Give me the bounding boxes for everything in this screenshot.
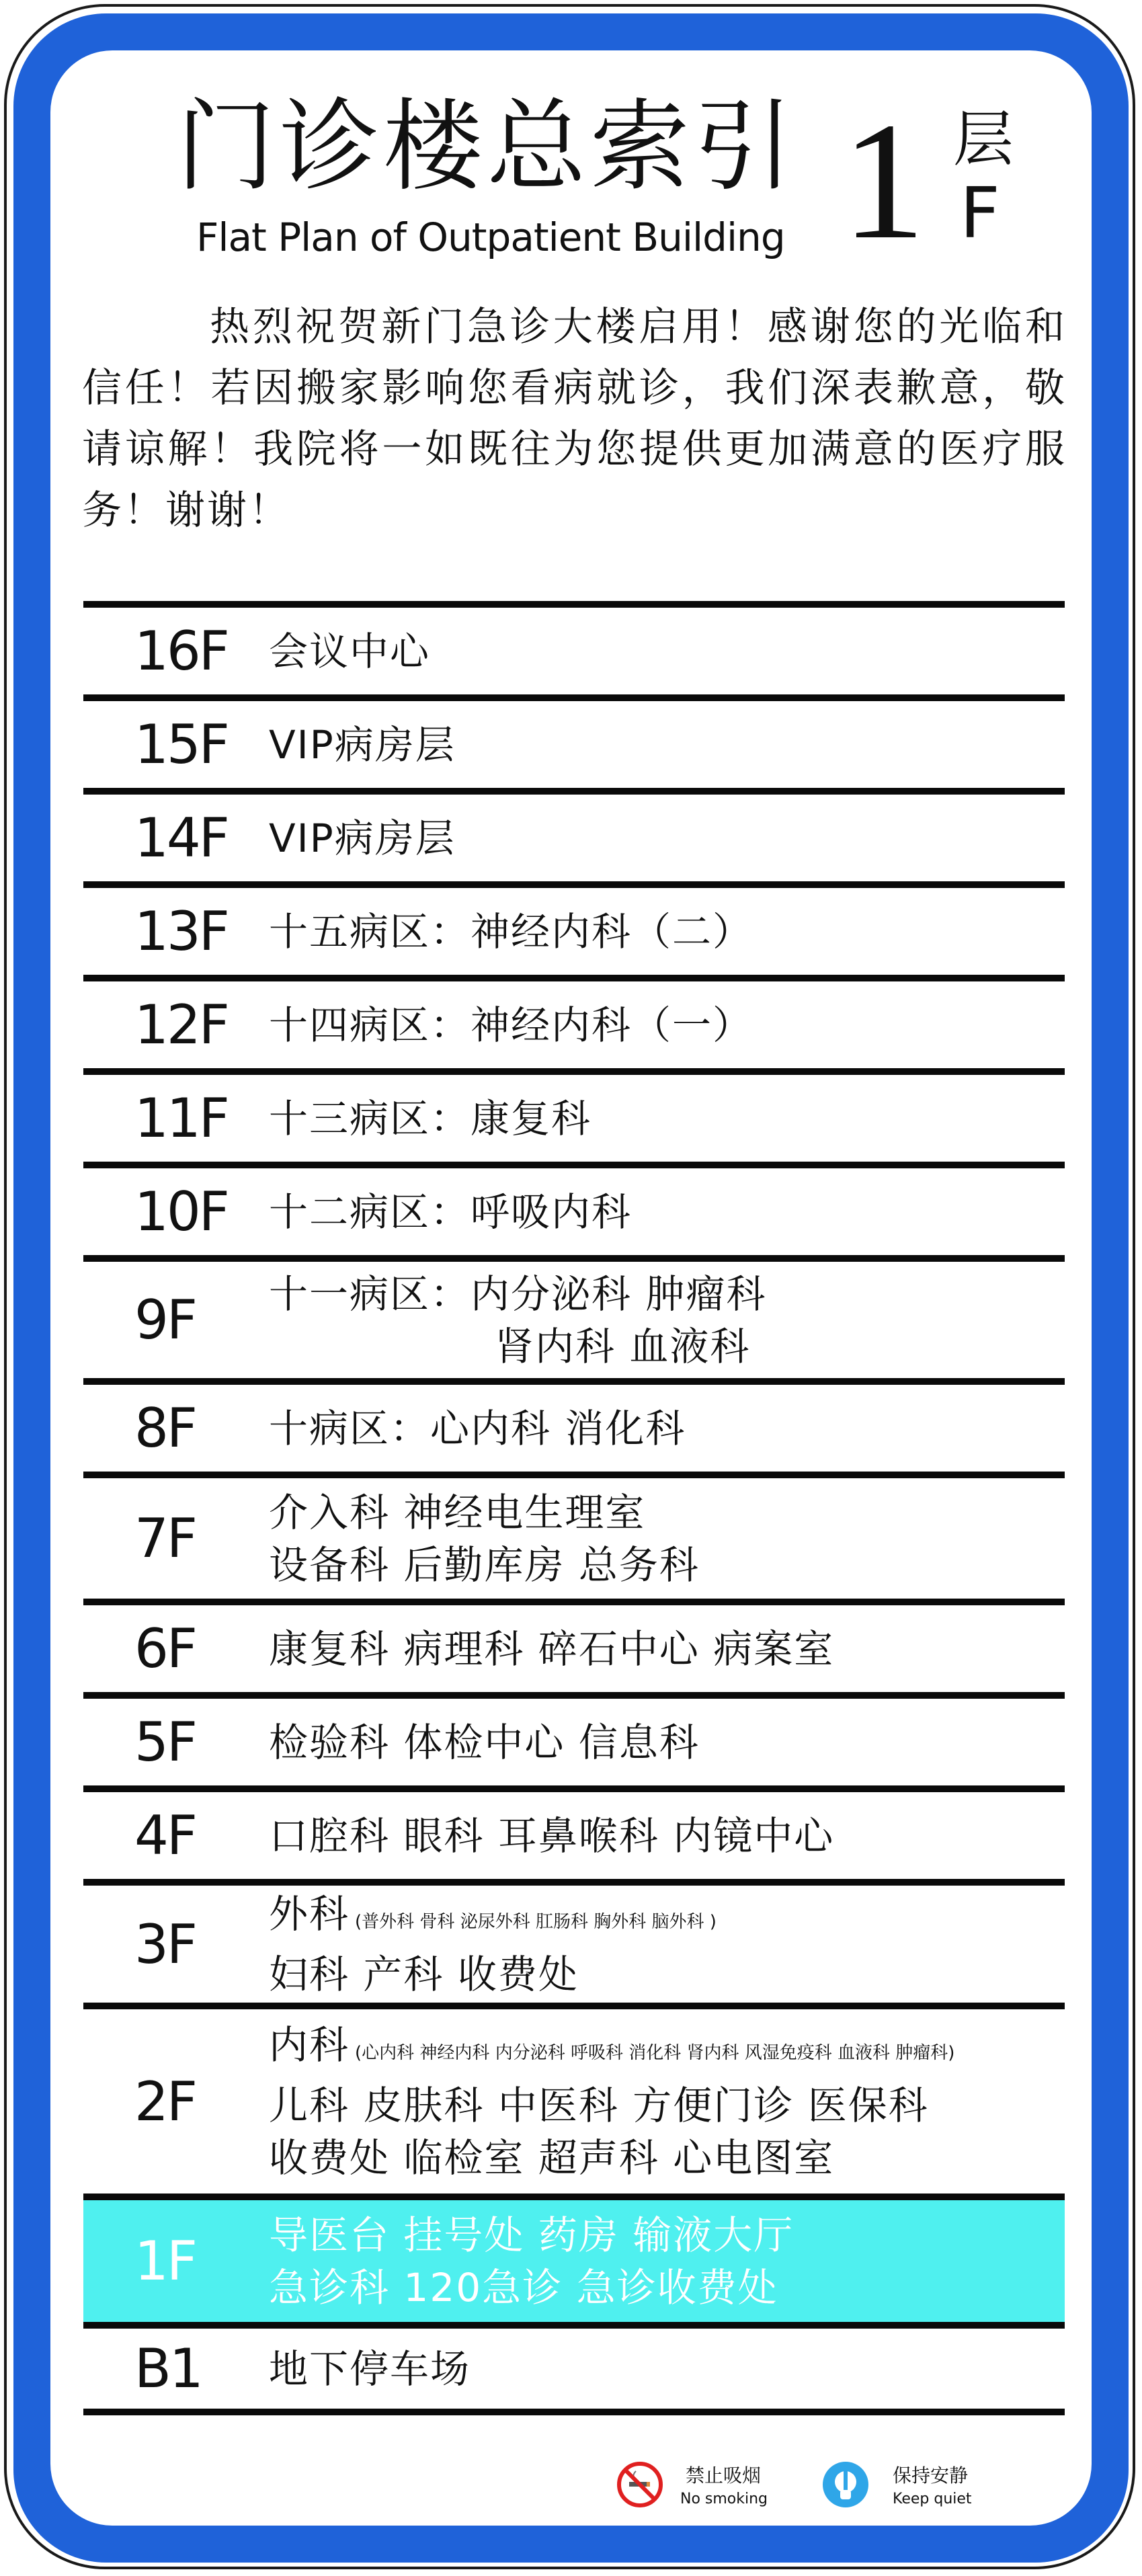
keep-quiet-label: 保持安静 — [893, 2464, 969, 2487]
department-line — [269, 2209, 1065, 2261]
no-smoking-icon — [617, 2462, 663, 2507]
floor-row-8f — [83, 1378, 1065, 1472]
department-line — [269, 1716, 1065, 1769]
floor-row-4f — [83, 1785, 1065, 1879]
department-line — [269, 625, 1065, 678]
department-line — [269, 1888, 1065, 1948]
floor-row-10f — [83, 1162, 1065, 1255]
floor-number: 1F — [134, 2230, 196, 2292]
floor-row-7f — [83, 1472, 1065, 1599]
department-text: 导医台 挂号处 药房 输液大厅 — [269, 2212, 794, 2258]
department-text: 急诊科 120急诊 急诊收费处 — [269, 2264, 778, 2310]
welcome-notice: 热烈祝贺新门急诊大楼启用！感谢您的光临和信任！若因搬家影响您看病就诊，我们深表歉意，敬请谅解！我院将一如既往为您提供更加满意的医疗服务！谢谢！ — [82, 303, 1067, 533]
department-text: VIP病房层 — [269, 815, 456, 861]
department-line — [269, 1092, 1065, 1145]
floor-number: 6F — [134, 1617, 196, 1680]
current-floor-label-f: F — [960, 172, 1000, 254]
current-floor-label-cn: 层 — [953, 104, 1014, 175]
floor-departments — [269, 1385, 1065, 1472]
department-line — [269, 2132, 1065, 2184]
department-line — [269, 999, 1065, 1051]
floor-departments — [269, 1886, 1065, 2003]
department-line — [269, 905, 1065, 958]
floor-number: 14F — [134, 807, 228, 869]
floor-departments — [269, 1699, 1065, 1785]
floor-row-1f — [83, 2193, 1065, 2322]
department-text: 康复科 病理科 碎石中心 病案室 — [269, 1625, 835, 1672]
department-line — [269, 1402, 1065, 1455]
department-line — [269, 1268, 1065, 1320]
department-text: 十五病区：神经内科（二） — [269, 908, 753, 955]
department-text: 妇科 产科 收费处 — [269, 1951, 579, 1997]
floor-row-15f — [83, 694, 1065, 788]
floor-number: 2F — [134, 2070, 196, 2133]
department-text: 地下停车场 — [269, 2345, 471, 2392]
floor-row-3f — [83, 1879, 1065, 2003]
department-line — [269, 1486, 1065, 1539]
department-line — [269, 1623, 1065, 1675]
floor-number: 5F — [134, 1711, 196, 1773]
floor-row-5f — [83, 1692, 1065, 1785]
department-line — [269, 1948, 1065, 2001]
floor-row-6f — [83, 1599, 1065, 1692]
floor-row-13f — [83, 881, 1065, 975]
floor-row-16f — [83, 601, 1065, 694]
floor-number: 8F — [134, 1397, 196, 1459]
department-line — [269, 719, 1065, 771]
floor-departments — [269, 701, 1065, 788]
department-line — [269, 1810, 1065, 1862]
floor-directory — [83, 601, 1065, 2415]
floor-departments — [269, 1168, 1065, 1255]
department-text: 十三病区：康复科 — [269, 1095, 592, 1141]
department-text: 外科 — [269, 1891, 350, 1937]
department-line — [269, 2343, 1065, 2395]
department-text: 检验科 体检中心 信息科 — [269, 1719, 700, 1765]
department-line — [269, 1320, 1065, 1373]
floor-departments — [269, 1478, 1065, 1599]
floor-number: 9F — [134, 1289, 196, 1351]
keep-quiet-icon — [823, 2462, 868, 2507]
department-text: 十一病区：内分泌科 肿瘤科 — [269, 1271, 767, 1317]
department-line — [269, 2019, 1065, 2079]
department-line — [269, 2079, 1065, 2132]
floor-row-b1 — [83, 2322, 1065, 2415]
department-text: 会议中心 — [269, 628, 431, 674]
no-smoking-caption: No smoking — [680, 2491, 768, 2507]
department-text: 十病区：心内科 消化科 — [269, 1405, 686, 1451]
floor-departments — [269, 1075, 1065, 1162]
department-text: 十二病区：呼吸内科 — [269, 1189, 633, 1235]
department-text: 收费处 临检室 超声科 心电图室 — [269, 2135, 835, 2181]
floor-row-11f — [83, 1068, 1065, 1162]
department-line — [269, 1186, 1065, 1238]
department-text: 介入科 神经电生理室 — [269, 1489, 646, 1535]
floor-departments — [269, 1605, 1065, 1692]
footer-signs — [0, 2460, 1142, 2521]
sub-department-list: (普外科 骨科 泌尿外科 肛肠科 胸外科 脑外科 ) — [355, 1912, 717, 1932]
department-text: 内科 — [269, 2022, 350, 2068]
title-chinese: 门诊楼总索引 — [176, 89, 797, 204]
floor-departments — [269, 2009, 1065, 2193]
floor-number: 13F — [134, 900, 228, 963]
floor-row-2f — [83, 2003, 1065, 2193]
sub-department-list: (心内科 神经内科 内分泌科 呼吸科 消化科 肾内科 风湿免疫科 血液科 肿瘤科) — [355, 2043, 955, 2063]
floor-number: 4F — [134, 1804, 196, 1867]
floor-number: 3F — [134, 1913, 196, 1976]
floor-number: 15F — [134, 713, 228, 776]
floor-number: B1 — [134, 2337, 202, 2400]
floor-row-12f — [83, 975, 1065, 1068]
floor-number: 12F — [134, 994, 228, 1056]
department-line — [269, 812, 1065, 864]
title-english: Flat Plan of Outpatient Building — [196, 214, 785, 260]
floor-number: 11F — [134, 1087, 228, 1150]
floor-number: 16F — [134, 620, 228, 682]
department-text: 肾内科 血液科 — [495, 1323, 751, 1369]
floor-departments — [269, 608, 1065, 694]
department-text: 设备科 后勤库房 总务科 — [269, 1541, 700, 1588]
department-text: VIP病房层 — [269, 721, 456, 768]
floor-departments — [269, 1792, 1065, 1879]
department-line — [269, 1539, 1065, 1591]
department-text: 口腔科 眼科 耳鼻喉科 内镜中心 — [269, 1812, 835, 1859]
floor-departments — [269, 1262, 1065, 1378]
floor-departments — [269, 981, 1065, 1068]
floor-departments — [269, 795, 1065, 881]
department-text: 十四病区：神经内科（一） — [269, 1002, 753, 1048]
department-line — [269, 2261, 1065, 2314]
floor-departments — [269, 2329, 1065, 2409]
keep-quiet-caption: Keep quiet — [893, 2491, 972, 2507]
floor-number: 10F — [134, 1180, 228, 1243]
department-text: 儿科 皮肤科 中医科 方便门诊 医保科 — [269, 2083, 929, 2128]
floor-departments — [269, 888, 1065, 975]
floor-number: 7F — [134, 1507, 196, 1570]
no-smoking-label: 禁止吸烟 — [686, 2464, 762, 2487]
floor-row-14f — [83, 788, 1065, 881]
floor-departments — [269, 2200, 1065, 2322]
current-floor-number: 1 — [842, 88, 926, 274]
floor-row-9f — [83, 1255, 1065, 1378]
